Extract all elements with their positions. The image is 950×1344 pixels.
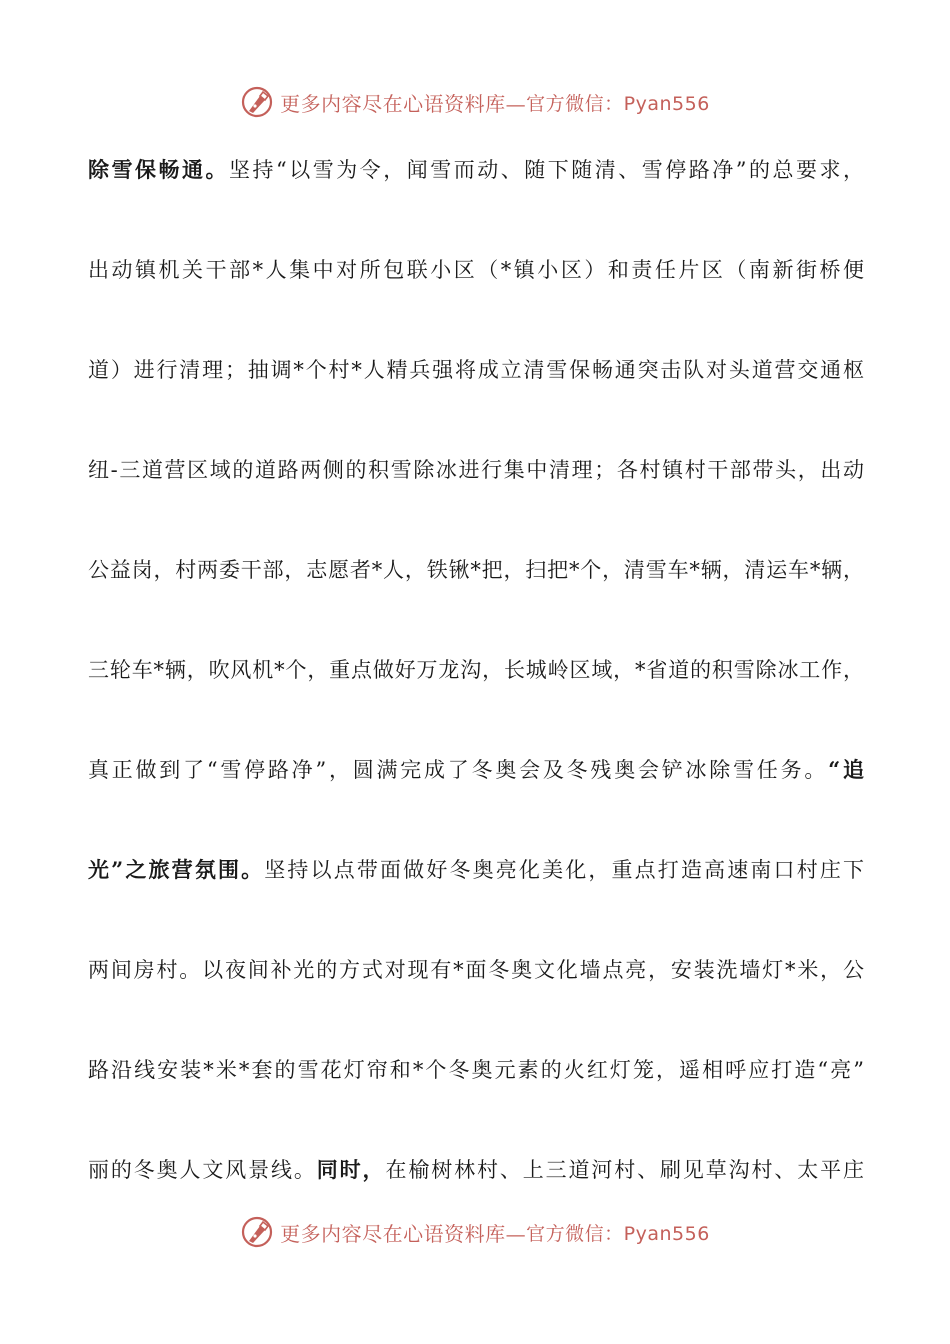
bold-heading-text: 同时，: [316, 1157, 386, 1182]
pen-nib-logo-icon: [240, 85, 274, 119]
body-text: 两间房村。以夜间补光的方式对现有*面冬奥文化墙点亮，安装洗墙灯*米，公: [88, 958, 864, 982]
text-line: [88, 342, 864, 442]
banner-main-text: 更多内容尽在心语资料库—: [280, 1221, 527, 1246]
body-text: 坚持“以雪为令，闻雪而动、随下随清、雪停路净”的总要求，: [229, 158, 864, 182]
text-line: [88, 142, 864, 242]
banner-sub-text: 官方微信：Pyan556: [526, 1222, 710, 1245]
body-text: 丽的冬奥人文风景线。: [88, 1158, 317, 1182]
banner-main-text: 更多内容尽在心语资料库—: [280, 91, 527, 116]
body-text: 道）进行清理；抽调*个村*人精兵强将成立清雪保畅通突击队对头道营交通枢: [88, 358, 864, 382]
body-text: 坚持以点带面做好冬奥亮化美化，重点打造高速南口村庄下: [264, 858, 864, 882]
text-line: [88, 742, 864, 842]
bold-heading-text: 除雪保畅通。: [88, 157, 230, 182]
body-text: 公益岗，村两委干部，志愿者*人，铁锹*把，扫把*个，清雪车*辆，清运车*辆，: [88, 558, 864, 582]
text-line: [88, 442, 864, 542]
header-watermark-banner: [0, 82, 950, 122]
body-text: 三轮车*辆，吹风机*个，重点做好万龙沟，长城岭区域，*省道的积雪除冰工作，: [88, 658, 864, 682]
banner-sub-text: 官方微信：Pyan556: [526, 92, 710, 115]
body-text: 路沿线安装*米*套的雪花灯帘和*个冬奥元素的火红灯笼，遥相呼应打造“亮”: [88, 1058, 864, 1082]
pen-nib-logo-icon: [240, 1215, 274, 1249]
text-line: [88, 242, 864, 342]
document-body: [88, 142, 864, 1242]
body-text: 真正做到了“雪停路净”，圆满完成了冬奥会及冬残奥会铲冰除雪任务。: [88, 758, 829, 782]
body-text: 纽-三道营区域的道路两侧的积雪除冰进行集中清理；各村镇村干部带头，出动: [88, 458, 864, 482]
text-line: [88, 642, 864, 742]
footer-watermark-banner: [0, 1212, 950, 1252]
body-text: 出动镇机关干部*人集中对所包联小区（*镇小区）和责任片区（南新街桥便: [88, 258, 864, 282]
text-line: [88, 842, 864, 942]
text-line: [88, 1042, 864, 1142]
body-text: 在榆树林村、上三道河村、刷见草沟村、太平庄: [385, 1158, 864, 1182]
bold-heading-text: “追: [828, 757, 864, 782]
text-line: [88, 942, 864, 1042]
text-line: [88, 542, 864, 642]
bold-heading-text: 光”之旅营氛围。: [88, 857, 265, 882]
